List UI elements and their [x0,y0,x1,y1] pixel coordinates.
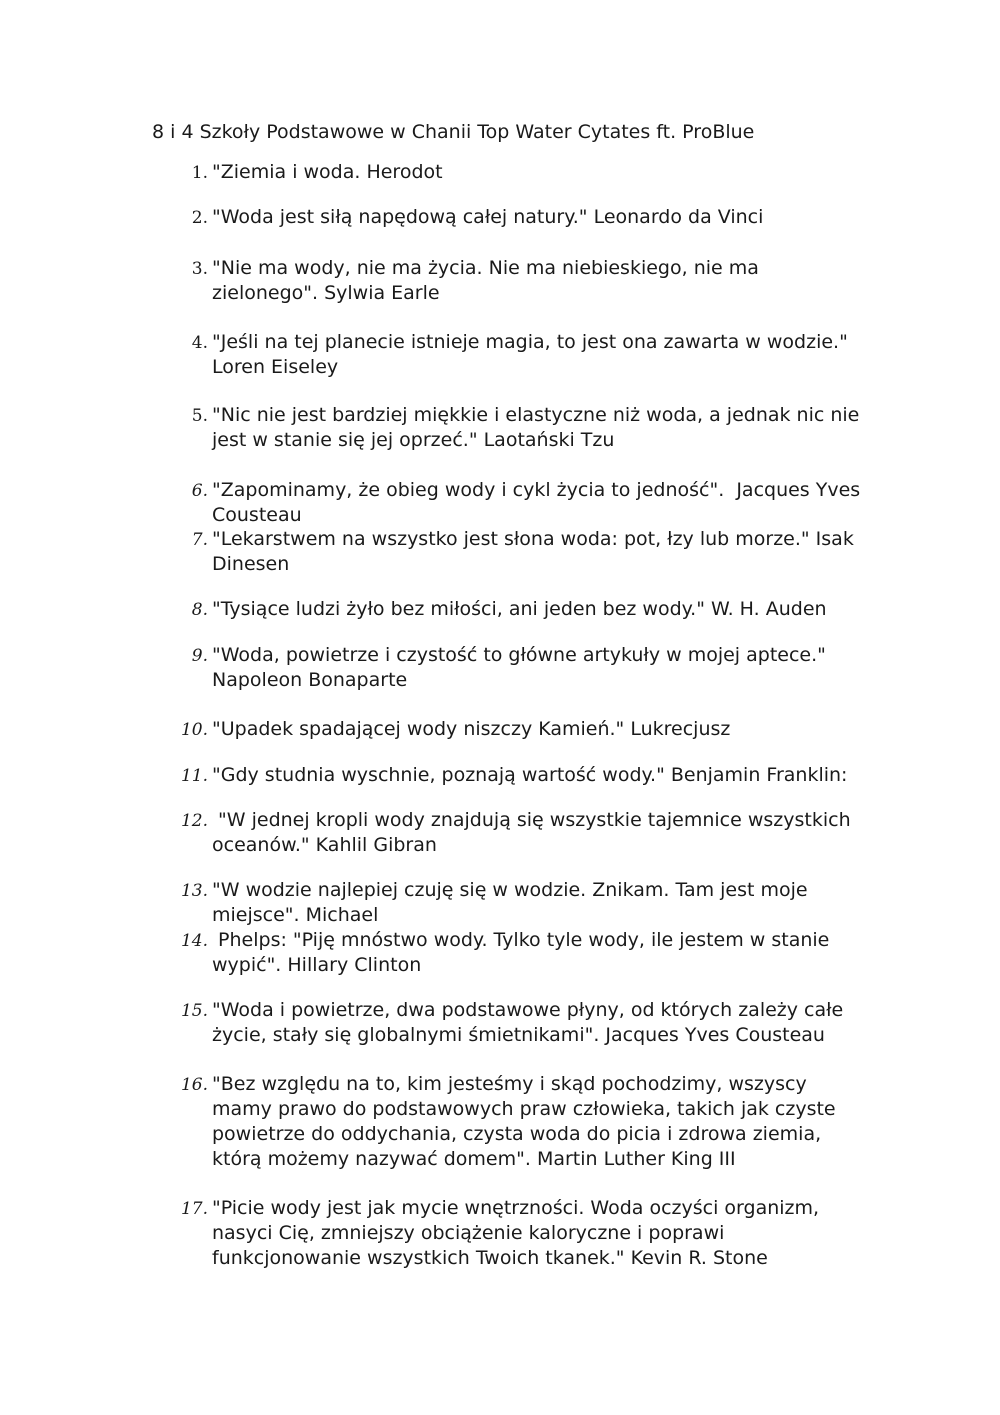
quote-line: "Woda i powietrze, dwa podstawowe płyny, od których zależy całe [212,999,844,1021]
quote-text [212,403,862,453]
quote-line: "Upadek spadającej wody niszczy Kamień." Lukrecjusz [212,718,731,740]
quote-text [212,643,862,693]
quote-number: 3. [191,259,208,279]
quote-line: którą możemy nazywać domem". Martin Luther King III [212,1148,736,1170]
quote-line: życie, stały się globalnymi śmietnikami". Jacques Yves Cousteau [212,1024,825,1046]
quote-line: mamy prawo do podstawowych praw człowieka, takich jak czyste [212,1098,836,1120]
quote-line: zielonego". Sylwia Earle [212,282,440,304]
quote-text [212,928,862,978]
quote-text [212,1072,862,1172]
quote-line: oceanów." Kahlil Gibran [212,834,437,856]
quote-text [212,160,862,185]
quote-number: 13. [180,881,208,901]
quote-line: "Zapominamy, że obieg wody i cykl życia to jedność". Jacques Yves [212,479,861,501]
quote-line: Cousteau [212,504,302,526]
quote-line: powietrze do oddychania, czysta woda do picia i zdrowa ziemia, [212,1123,822,1145]
quote-number: 4. [191,333,208,353]
quote-line: "Picie wody jest jak mycie wnętrzności. Woda oczyści organizm, [212,1197,820,1219]
quote-text [212,205,862,230]
quote-line: Dinesen [212,553,290,575]
quote-line: "Jeśli na tej planecie istnieje magia, to jest ona zawarta w wodzie." [212,331,848,353]
quote-line: wypić". Hillary Clinton [212,954,422,976]
quote-line: funkcjonowanie wszystkich Twoich tkanek." Kevin R. Stone [212,1247,768,1269]
quote-line: "Nic nie jest bardziej miękkie i elastyczne niż woda, a jednak nic nie [212,404,860,426]
quote-number: 15. [180,1001,208,1021]
quote-text [212,878,862,928]
quote-line: Phelps: "Piję mnóstwo wody. Tylko tyle wody, ile jestem w stanie [212,929,830,951]
quote-number: 10. [180,720,208,740]
quote-line: "Tysiące ludzi żyło bez miłości, ani jeden bez wody." W. H. Auden [212,598,827,620]
quote-text [212,1196,862,1271]
quote-text [212,256,862,306]
quote-text [212,330,862,380]
quote-number: 5. [191,406,208,426]
quote-line: "Lekarstwem na wszystko jest słona woda: pot, łzy lub morze." Isak [212,528,854,550]
quote-number: 17. [180,1199,208,1219]
quote-number: 16. [180,1075,208,1095]
quote-number: 9. [191,646,208,666]
quote-line: miejsce". Michael [212,904,379,926]
quote-text [212,717,862,742]
quote-number: 7. [191,530,208,550]
quote-text [212,763,862,788]
quote-text [212,998,862,1048]
quote-text [212,808,862,858]
quote-line: Loren Eiseley [212,356,339,378]
quote-line: "Woda, powietrze i czystość to główne artykuły w mojej aptece." [212,644,826,666]
quote-text [212,597,862,622]
quote-number: 11. [180,766,208,786]
quote-number: 8. [191,600,208,620]
page-title: 8 i 4 Szkoły Podstawowe w Chanii Top Water Cytates ft. ProBlue [152,121,755,143]
quote-number: 14. [180,931,208,951]
quote-line: jest w stanie się jej oprzeć." Laotański Tzu [212,429,615,451]
quote-number: 1. [191,163,208,183]
quote-number: 12. [180,811,208,831]
quote-number: 6. [191,481,208,501]
quote-line: "W jednej kropli wody znajdują się wszystkie tajemnice wszystkich [212,809,851,831]
quote-number: 2. [191,208,208,228]
quote-line: "Ziemia i woda. Herodot [212,161,443,183]
quote-line: "Gdy studnia wyschnie, poznają wartość wody." Benjamin Franklin: [212,764,848,786]
quote-line: "Bez względu na to, kim jesteśmy i skąd pochodzimy, wszyscy [212,1073,807,1095]
quote-text [212,478,862,528]
quote-line: "Nie ma wody, nie ma życia. Nie ma niebieskiego, nie ma [212,257,759,279]
quote-line: "Woda jest siłą napędową całej natury." Leonardo da Vinci [212,206,764,228]
quote-line: Napoleon Bonaparte [212,669,408,691]
quote-line: nasyci Cię, zmniejszy obciążenie kaloryczne i poprawi [212,1222,725,1244]
quote-line: "W wodzie najlepiej czuję się w wodzie. Znikam. Tam jest moje [212,879,808,901]
quote-text [212,527,862,577]
